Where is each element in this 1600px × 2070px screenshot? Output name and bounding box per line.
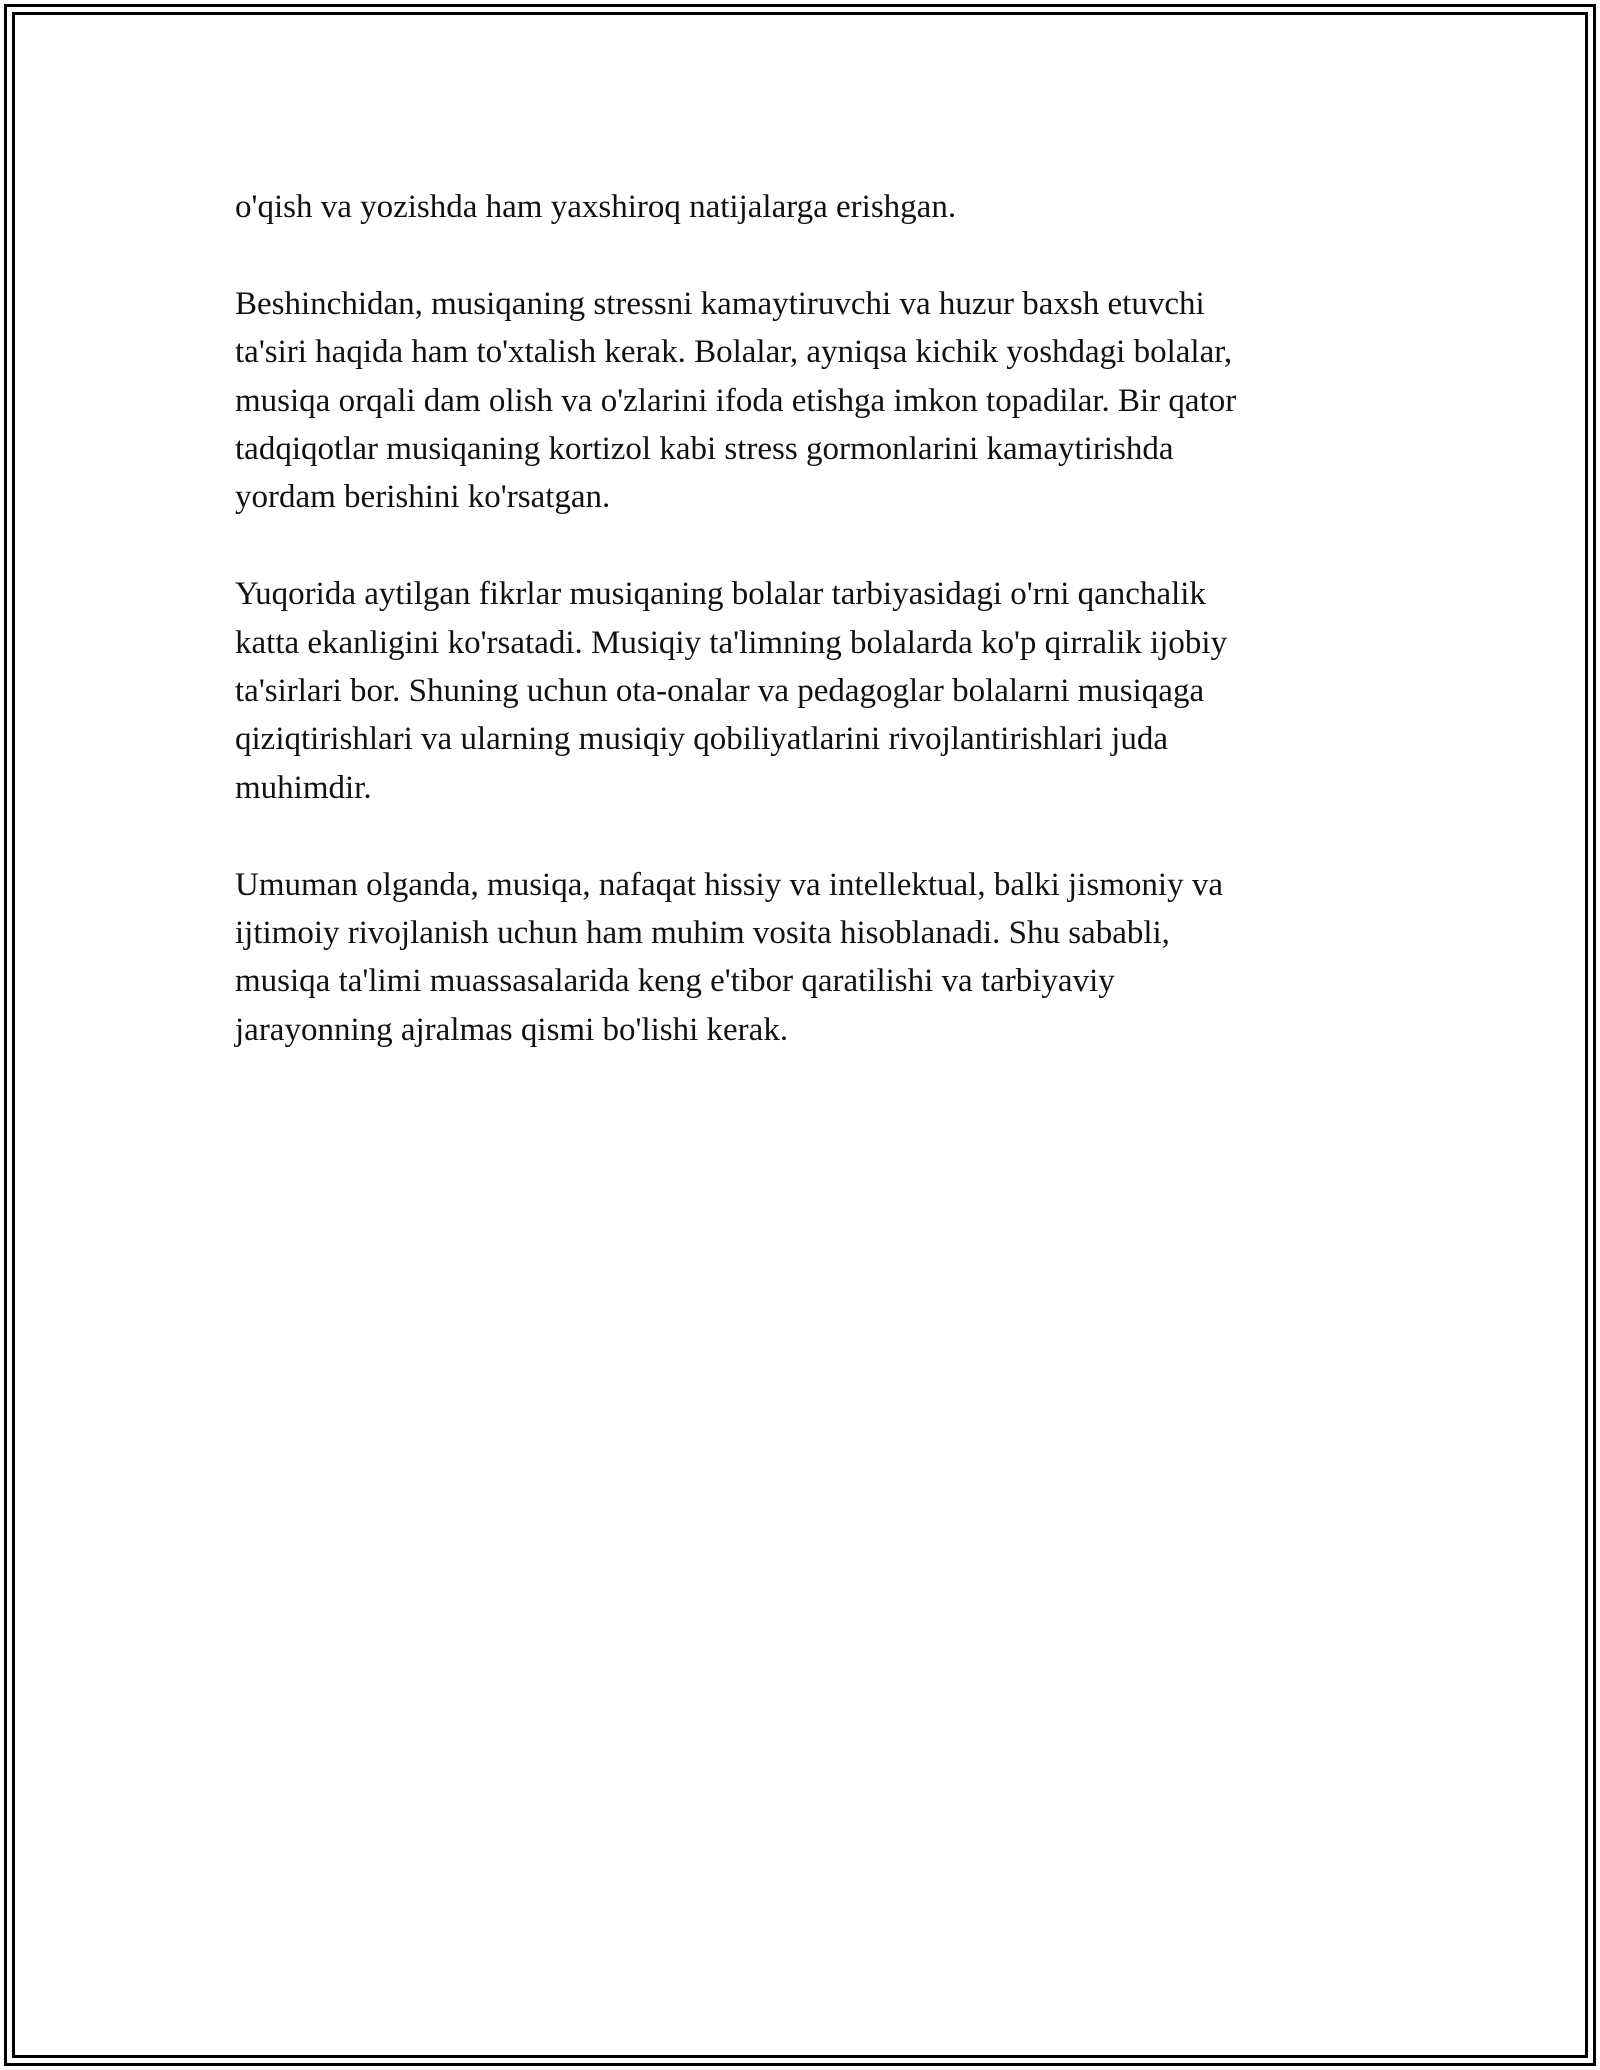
text-line: Yuqorida aytilgan fikrlar musiqaning bolalar tarbiyasidagi o'rni qanchalik: [235, 576, 1206, 613]
text-line: o'qish va yozishda ham yaxshiroq natijalarga erishgan.: [235, 189, 957, 225]
text-line: musiqa orqali dam olish va o'zlarini ifoda etishga imkon topadilar. Bir qator: [235, 382, 1237, 419]
text-line: ijtimoiy rivojlanish uchun ham muhim vosita hisoblanadi. Shu sababli,: [235, 915, 1170, 952]
text-line: yordam berishini ko'rsatgan.: [235, 479, 611, 516]
text-line: ta'siri haqida ham to'xtalish kerak. Bolalar, ayniqsa kichik yoshdagi bolalar,: [235, 334, 1233, 371]
text-line: musiqa ta'limi muassasalarida keng e'tibor qaratilishi va tarbiyaviy: [235, 963, 1115, 1000]
document-body: [235, 183, 1365, 1103]
paragraph: [235, 861, 1365, 1055]
text-line: qiziqtirishlari va ularning musiqiy qobiliyatlarini rivojlantirishlari juda: [235, 721, 1168, 758]
text-line: katta ekanligini ko'rsatadi. Musiqiy ta'limning bolalarda ko'p qirralik ijobiy: [235, 624, 1228, 661]
text-line: ta'sirlari bor. Shuning uchun ota-onalar va pedagoglar bolalarni musiqaga: [235, 673, 1205, 710]
paragraph: [235, 280, 1365, 522]
text-line: muhimdir.: [235, 769, 372, 806]
text-line: Umuman olganda, musiqa, nafaqat hissiy va intellektual, balki jismoniy va: [235, 866, 1223, 903]
text-line: Beshinchidan, musiqaning stressni kamaytiruvchi va huzur baxsh etuvchi: [235, 285, 1205, 322]
paragraph: [235, 570, 1365, 812]
paragraph: [235, 183, 1365, 231]
text-line: jarayonning ajralmas qismi bo'lishi kerak.: [235, 1011, 789, 1048]
text-line: tadqiqotlar musiqaning kortizol kabi stress gormonlarini kamaytirishda: [235, 431, 1174, 468]
